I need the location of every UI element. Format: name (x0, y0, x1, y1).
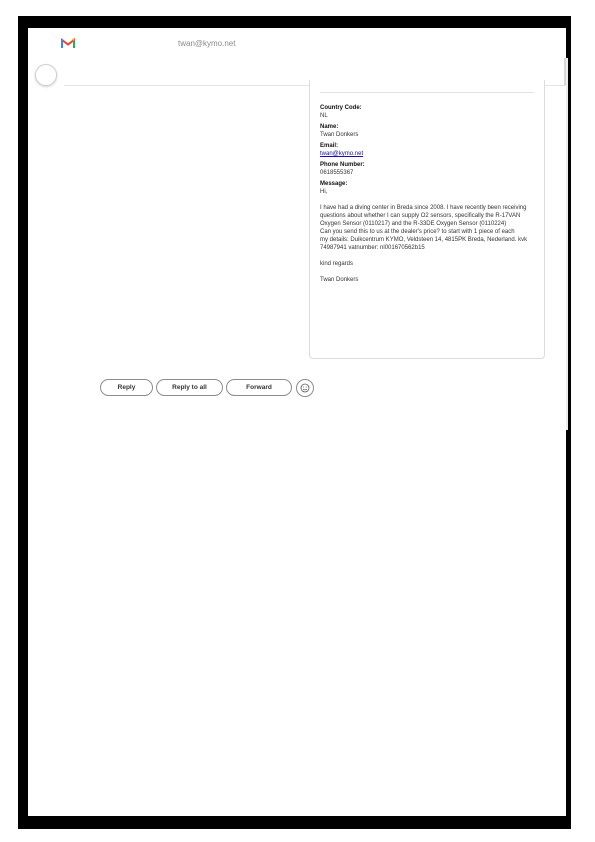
field-label: Name: (320, 124, 339, 130)
field-email (320, 142, 534, 158)
body-line: my details: Duikcentrum KYMO, Veldsteen 14, 4815PK Breda, Nederland. kvk 74987941 vatnumber: nl001670562b15 (320, 237, 528, 251)
field-message (320, 180, 534, 196)
page (28, 28, 566, 816)
emoji-icon (300, 383, 310, 393)
message-body (320, 204, 534, 284)
body-signature: Twan Donkers (320, 277, 359, 283)
reply-button[interactable]: Reply (100, 379, 153, 396)
emoji-reaction-button[interactable] (296, 379, 314, 397)
field-label: Message: (320, 181, 348, 187)
card-divider (320, 92, 534, 93)
message-content (320, 104, 534, 292)
field-name (320, 123, 534, 139)
gmail-logo-icon (61, 37, 75, 49)
body-paragraph (320, 204, 534, 252)
field-value: NL (320, 113, 328, 119)
reply-all-button[interactable]: Reply to all (156, 379, 223, 396)
field-label: Country Code: (320, 105, 362, 111)
body-line: I have had a diving center in Breda since 2008. I have recently been receiving questions about whether I can supply O2 sensors, specifically the R-17VAN Oxygen Sensor (0110217) and the R-33DE Oxygen Sensor (0110224) (320, 205, 527, 227)
email-link[interactable]: twan@kymo.net (320, 151, 364, 157)
body-line: Can you send this to us at the dealer's price? to start with 1 piece of each (320, 229, 515, 235)
field-country-code (320, 104, 534, 120)
content-edge (566, 58, 568, 430)
message-card (309, 80, 545, 359)
header (28, 28, 566, 58)
field-phone (320, 161, 534, 177)
field-label: Email: (320, 143, 339, 149)
account-email: twan@kymo.net (178, 39, 236, 48)
field-value: Twan Donkers (320, 132, 359, 138)
field-value: Hi, (320, 189, 328, 195)
forward-button[interactable]: Forward (226, 379, 292, 396)
select-toggle-button[interactable] (35, 64, 57, 86)
body-closing: kind regards (320, 261, 354, 267)
field-value: 0618555367 (320, 170, 354, 176)
field-label: Phone Number: (320, 162, 365, 168)
